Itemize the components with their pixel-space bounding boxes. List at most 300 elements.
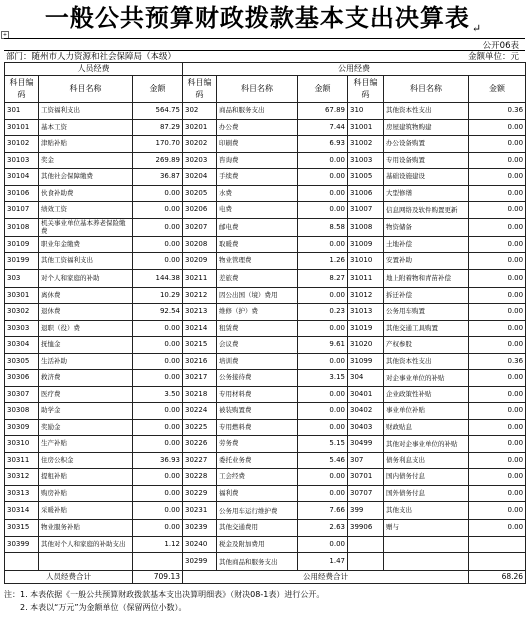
code-cell: 30227 <box>183 452 217 469</box>
amount-cell: 36.87 <box>133 169 183 186</box>
name-cell: 会议费 <box>217 337 298 354</box>
amount-cell: 0.00 <box>133 520 183 537</box>
code-cell: 30314 <box>5 502 39 520</box>
header-code: 科目编码 <box>5 76 39 103</box>
name-cell: 财政贴息 <box>384 419 469 436</box>
section-personnel: 人员经费 <box>5 63 183 76</box>
name-cell: 其他对企事业单位的补贴 <box>384 436 469 453</box>
name-cell: 助学金 <box>39 403 133 420</box>
name-cell: 邮电费 <box>217 218 298 236</box>
name-cell: 公务用车运行维护费 <box>217 502 298 520</box>
amount-cell: 0.00 <box>469 253 526 270</box>
notes <box>4 588 525 614</box>
code-cell: 30199 <box>5 253 39 270</box>
code-cell: 31011 <box>348 269 384 287</box>
amount-cell <box>469 536 526 553</box>
table-row <box>5 269 526 287</box>
amount-cell: 7.66 <box>298 502 348 520</box>
code-cell: 30211 <box>183 269 217 287</box>
amount-cell: 0.00 <box>133 419 183 436</box>
name-cell <box>384 553 469 571</box>
table-move-handle-icon[interactable]: + <box>2 32 8 38</box>
code-cell: 30109 <box>5 236 39 253</box>
amount-cell: 0.00 <box>469 202 526 219</box>
column-header-row <box>5 76 526 103</box>
amount-cell: 0.00 <box>133 485 183 502</box>
code-cell: 30101 <box>5 119 39 136</box>
code-cell: 30304 <box>5 337 39 354</box>
code-cell <box>348 553 384 571</box>
name-cell: 物资储备 <box>384 218 469 236</box>
amount-cell: 0.00 <box>133 370 183 387</box>
code-cell: 30205 <box>183 185 217 202</box>
code-cell: 304 <box>348 370 384 387</box>
code-cell: 30306 <box>5 370 39 387</box>
department <box>6 50 176 62</box>
code-cell: 30202 <box>183 136 217 153</box>
name-cell: 其他资本性支出 <box>384 353 469 370</box>
name-cell: 专用设备购置 <box>384 152 469 169</box>
amount-cell: 0.00 <box>133 469 183 486</box>
amount-cell: 0.00 <box>133 353 183 370</box>
amount-cell: 8.27 <box>298 269 348 287</box>
name-cell: 物业服务补贴 <box>39 520 133 537</box>
amount-cell: 0.00 <box>469 287 526 304</box>
code-cell: 30399 <box>5 536 39 553</box>
amount-cell: 144.38 <box>133 269 183 287</box>
amount-cell: 8.58 <box>298 218 348 236</box>
amount-cell: 0.00 <box>133 253 183 270</box>
name-cell: 事业单位补贴 <box>384 403 469 420</box>
amount-cell: 0.00 <box>133 337 183 354</box>
name-cell: 职业年金缴费 <box>39 236 133 253</box>
amount-cell: 0.00 <box>133 218 183 236</box>
code-cell: 30216 <box>183 353 217 370</box>
code-cell: 30308 <box>5 403 39 420</box>
table-row <box>5 136 526 153</box>
amount-cell: 0.00 <box>469 185 526 202</box>
name-cell: 安置补助 <box>384 253 469 270</box>
name-cell: 国外债务付息 <box>384 485 469 502</box>
code-cell: 399 <box>348 502 384 520</box>
amount-cell: 0.00 <box>469 236 526 253</box>
code-cell: 30209 <box>183 253 217 270</box>
name-cell: 大型修缮 <box>384 185 469 202</box>
amount-cell: 0.00 <box>298 320 348 337</box>
code-cell: 30311 <box>5 452 39 469</box>
amount-cell: 87.29 <box>133 119 183 136</box>
name-cell: 基本工资 <box>39 119 133 136</box>
code-cell: 39906 <box>348 520 384 537</box>
code-cell: 30213 <box>183 304 217 321</box>
code-cell: 307 <box>348 452 384 469</box>
table-row <box>5 452 526 469</box>
doc-number: 公开06表 <box>482 41 519 51</box>
section-public: 公用经费 <box>183 63 526 76</box>
code-cell: 30107 <box>5 202 39 219</box>
amount-cell: 36.93 <box>133 452 183 469</box>
code-cell: 30207 <box>183 218 217 236</box>
code-cell: 31010 <box>348 253 384 270</box>
name-cell: 公务接待费 <box>217 370 298 387</box>
table-row <box>5 553 526 571</box>
unit-label: 金额单位：元 <box>467 52 519 62</box>
name-cell: 被装购置费 <box>217 403 298 420</box>
name-cell: 咨询费 <box>217 152 298 169</box>
name-cell: 对个人和家庭的补助 <box>39 269 133 287</box>
name-cell: 生活补助 <box>39 353 133 370</box>
amount-cell: 0.00 <box>133 236 183 253</box>
name-cell: 土地补偿 <box>384 236 469 253</box>
name-cell: 其他对个人和家庭的补助支出 <box>39 536 133 553</box>
code-cell: 30203 <box>183 152 217 169</box>
code-cell: 31006 <box>348 185 384 202</box>
code-cell: 30212 <box>183 287 217 304</box>
code-cell: 30106 <box>5 185 39 202</box>
name-cell: 产权参股 <box>384 337 469 354</box>
code-cell: 31099 <box>348 353 384 370</box>
name-cell: 印刷费 <box>217 136 298 153</box>
page-title <box>0 0 527 36</box>
amount-cell: 0.00 <box>469 386 526 403</box>
name-cell: 其他交通工具购置 <box>384 320 469 337</box>
amount-cell: 67.89 <box>298 103 348 120</box>
code-cell: 30224 <box>183 403 217 420</box>
code-cell: 31020 <box>348 337 384 354</box>
amount-cell: 1.12 <box>133 536 183 553</box>
name-cell: 办公设备购置 <box>384 136 469 153</box>
header-amount: 金额 <box>133 76 183 103</box>
table-row <box>5 202 526 219</box>
amount-cell: 269.89 <box>133 152 183 169</box>
amount-cell: 0.23 <box>298 304 348 321</box>
table-row <box>5 485 526 502</box>
name-cell: 赠与 <box>384 520 469 537</box>
code-cell: 30302 <box>5 304 39 321</box>
code-cell: 301 <box>5 103 39 120</box>
name-cell: 津贴补贴 <box>39 136 133 153</box>
code-cell: 30108 <box>5 218 39 236</box>
amount-cell: 0.00 <box>469 269 526 287</box>
header-name: 科目名称 <box>39 76 133 103</box>
amount-cell: 0.00 <box>133 320 183 337</box>
total-personnel-value: 709.13 <box>133 571 183 584</box>
table-row <box>5 520 526 537</box>
code-cell: 30305 <box>5 353 39 370</box>
total-public-label: 公用经费合计 <box>183 571 469 584</box>
amount-cell: 0.00 <box>469 152 526 169</box>
name-cell: 奖金 <box>39 152 133 169</box>
name-cell: 地上附着物和青苗补偿 <box>384 269 469 287</box>
amount-cell: 0.00 <box>469 469 526 486</box>
code-cell: 30240 <box>183 536 217 553</box>
name-cell: 救济费 <box>39 370 133 387</box>
name-cell: 对企事业单位的补贴 <box>384 370 469 387</box>
code-cell: 31008 <box>348 218 384 236</box>
amount-cell: 0.00 <box>133 403 183 420</box>
code-cell: 30309 <box>5 419 39 436</box>
table-row <box>5 287 526 304</box>
name-cell: 退职（役）费 <box>39 320 133 337</box>
name-cell: 抚恤金 <box>39 337 133 354</box>
name-cell: 伙食补助费 <box>39 185 133 202</box>
name-cell: 住房公积金 <box>39 452 133 469</box>
code-cell: 30225 <box>183 419 217 436</box>
amount-cell: 0.00 <box>133 436 183 453</box>
name-cell: 培训费 <box>217 353 298 370</box>
amount-cell: 564.75 <box>133 103 183 120</box>
table-row <box>5 337 526 354</box>
amount-cell: 0.00 <box>133 502 183 520</box>
code-cell: 30701 <box>348 469 384 486</box>
name-cell: 绩效工资 <box>39 202 133 219</box>
name-cell: 税金及附加费用 <box>217 536 298 553</box>
name-cell: 委托业务费 <box>217 452 298 469</box>
code-cell: 30226 <box>183 436 217 453</box>
name-cell: 采暖补贴 <box>39 502 133 520</box>
amount-cell: 3.15 <box>298 370 348 387</box>
code-cell: 31019 <box>348 320 384 337</box>
amount-cell: 1.47 <box>298 553 348 571</box>
code-cell: 30307 <box>5 386 39 403</box>
amount-cell: 0.00 <box>298 485 348 502</box>
code-cell <box>348 536 384 553</box>
department-name: 随州市人力资源和社会保障局（本级） <box>31 52 177 62</box>
name-cell: 其他交通费用 <box>217 520 298 537</box>
amount-cell: 0.00 <box>469 304 526 321</box>
header-code: 科目编码 <box>183 76 217 103</box>
amount-cell <box>469 553 526 571</box>
amount-cell: 0.36 <box>469 353 526 370</box>
amount-cell: 0.00 <box>469 452 526 469</box>
code-cell: 31013 <box>348 304 384 321</box>
department-row <box>4 50 525 61</box>
code-cell: 31001 <box>348 119 384 136</box>
code-cell: 30707 <box>348 485 384 502</box>
name-cell: 机关事业单位基本养老保险缴费 <box>39 218 133 236</box>
amount-cell: 5.15 <box>298 436 348 453</box>
amount-cell: 0.00 <box>298 386 348 403</box>
name-cell: 维修（护）费 <box>217 304 298 321</box>
amount-cell: 0.00 <box>133 185 183 202</box>
name-cell: 物业管理费 <box>217 253 298 270</box>
header-name: 科目名称 <box>217 76 298 103</box>
table-row <box>5 218 526 236</box>
amount-cell: 9.61 <box>298 337 348 354</box>
name-cell: 其他资本性支出 <box>384 103 469 120</box>
code-cell: 30103 <box>5 152 39 169</box>
amount-cell: 0.00 <box>298 403 348 420</box>
amount-cell: 0.00 <box>298 469 348 486</box>
amount-cell: 0.36 <box>469 103 526 120</box>
name-cell: 专用燃料费 <box>217 419 298 436</box>
department-label: 部门： <box>6 52 32 62</box>
code-cell: 30401 <box>348 386 384 403</box>
name-cell: 国内债务付息 <box>384 469 469 486</box>
table-row <box>5 320 526 337</box>
name-cell: 公务用车购置 <box>384 304 469 321</box>
total-personnel-label: 人员经费合计 <box>5 571 133 584</box>
amount-cell: 0.00 <box>133 202 183 219</box>
code-cell <box>5 553 39 571</box>
name-cell: 取暖费 <box>217 236 298 253</box>
code-cell: 30231 <box>183 502 217 520</box>
name-cell: 商品和服务支出 <box>217 103 298 120</box>
name-cell: 退休费 <box>39 304 133 321</box>
code-cell: 302 <box>183 103 217 120</box>
code-cell: 30313 <box>5 485 39 502</box>
amount-cell: 0.00 <box>298 169 348 186</box>
code-cell: 30217 <box>183 370 217 387</box>
header-amount: 金额 <box>298 76 348 103</box>
name-cell: 电费 <box>217 202 298 219</box>
name-cell: 租赁费 <box>217 320 298 337</box>
name-cell: 企业政策性补贴 <box>384 386 469 403</box>
expenditure-table <box>4 62 526 584</box>
table-row <box>5 386 526 403</box>
name-cell: 手续费 <box>217 169 298 186</box>
code-cell: 30214 <box>183 320 217 337</box>
table-row <box>5 536 526 553</box>
table-row <box>5 119 526 136</box>
code-cell: 30208 <box>183 236 217 253</box>
name-cell: 生产补贴 <box>39 436 133 453</box>
name-cell: 信息网络及软件购置更新 <box>384 202 469 219</box>
code-cell: 30229 <box>183 485 217 502</box>
code-cell: 30402 <box>348 403 384 420</box>
name-cell <box>39 553 133 571</box>
amount-cell: 0.00 <box>298 152 348 169</box>
amount-cell: 7.44 <box>298 119 348 136</box>
amount-cell <box>133 553 183 571</box>
amount-cell: 10.29 <box>133 287 183 304</box>
code-cell: 30204 <box>183 169 217 186</box>
name-cell: 因公出国（境）费用 <box>217 287 298 304</box>
total-row <box>5 571 526 584</box>
header-code: 科目编码 <box>348 76 384 103</box>
name-cell: 差旅费 <box>217 269 298 287</box>
table-row <box>5 403 526 420</box>
table-row <box>5 419 526 436</box>
name-cell: 奖励金 <box>39 419 133 436</box>
name-cell: 医疗费 <box>39 386 133 403</box>
amount-cell: 0.00 <box>469 419 526 436</box>
note-1: 注：1. 本表依据《一般公共预算财政拨款基本支出决算明细表》（财决08-1表）进行公开。 <box>4 590 325 599</box>
table-row <box>5 236 526 253</box>
code-cell: 30312 <box>5 469 39 486</box>
amount-cell: 0.00 <box>298 287 348 304</box>
amount-cell: 0.00 <box>469 502 526 520</box>
amount-cell: 0.00 <box>298 202 348 219</box>
table-row <box>5 103 526 120</box>
header-name: 科目名称 <box>384 76 469 103</box>
code-cell: 303 <box>5 269 39 287</box>
amount-cell: 0.00 <box>298 536 348 553</box>
code-cell: 30215 <box>183 337 217 354</box>
amount-cell: 1.26 <box>298 253 348 270</box>
code-cell: 30218 <box>183 386 217 403</box>
code-cell: 31005 <box>348 169 384 186</box>
code-cell: 31003 <box>348 152 384 169</box>
name-cell: 工资福利支出 <box>39 103 133 120</box>
code-cell: 30206 <box>183 202 217 219</box>
name-cell: 其他商品和服务支出 <box>217 553 298 571</box>
name-cell: 专用材料费 <box>217 386 298 403</box>
amount-cell: 0.00 <box>298 419 348 436</box>
table-row <box>5 253 526 270</box>
code-cell: 30228 <box>183 469 217 486</box>
code-cell: 30499 <box>348 436 384 453</box>
name-cell: 其他社会保障缴费 <box>39 169 133 186</box>
name-cell: 水费 <box>217 185 298 202</box>
name-cell: 购房补贴 <box>39 485 133 502</box>
code-cell: 31002 <box>348 136 384 153</box>
amount-cell: 0.00 <box>298 236 348 253</box>
amount-cell: 0.00 <box>469 403 526 420</box>
paragraph-mark-icon: ↵ <box>471 21 483 35</box>
amount-cell: 0.00 <box>469 436 526 453</box>
amount-cell: 5.46 <box>298 452 348 469</box>
name-cell: 其他工资福利支出 <box>39 253 133 270</box>
code-cell: 30104 <box>5 169 39 186</box>
amount-cell: 0.00 <box>469 485 526 502</box>
table-row <box>5 370 526 387</box>
code-cell: 30239 <box>183 520 217 537</box>
amount-cell: 0.00 <box>298 353 348 370</box>
amount-cell: 2.63 <box>298 520 348 537</box>
name-cell: 办公费 <box>217 119 298 136</box>
code-cell: 30303 <box>5 320 39 337</box>
table-row <box>5 152 526 169</box>
code-cell: 310 <box>348 103 384 120</box>
table-row <box>5 436 526 453</box>
amount-cell: 0.00 <box>469 136 526 153</box>
name-cell <box>384 536 469 553</box>
amount-cell: 0.00 <box>469 320 526 337</box>
code-cell: 31009 <box>348 236 384 253</box>
table-row <box>5 502 526 520</box>
amount-cell: 0.00 <box>469 218 526 236</box>
code-cell: 30315 <box>5 520 39 537</box>
name-cell: 福利费 <box>217 485 298 502</box>
table-row <box>5 469 526 486</box>
name-cell: 劳务费 <box>217 436 298 453</box>
name-cell: 其他支出 <box>384 502 469 520</box>
code-cell: 30102 <box>5 136 39 153</box>
total-public-value: 68.26 <box>469 571 526 584</box>
code-cell: 31007 <box>348 202 384 219</box>
amount-cell: 0.00 <box>469 169 526 186</box>
code-cell: 30310 <box>5 436 39 453</box>
code-cell: 30301 <box>5 287 39 304</box>
amount-cell: 6.93 <box>298 136 348 153</box>
code-cell: 31012 <box>348 287 384 304</box>
amount-cell: 0.00 <box>469 119 526 136</box>
amount-cell: 170.70 <box>133 136 183 153</box>
name-cell: 拆迁补偿 <box>384 287 469 304</box>
table-row <box>5 185 526 202</box>
amount-cell: 3.50 <box>133 386 183 403</box>
code-cell: 30201 <box>183 119 217 136</box>
name-cell: 房屋建筑物购建 <box>384 119 469 136</box>
amount-cell: 92.54 <box>133 304 183 321</box>
note-2: 2. 本表以“万元”为金额单位（保留两位小数）。 <box>20 603 187 612</box>
table-row <box>5 353 526 370</box>
amount-cell: 0.00 <box>469 370 526 387</box>
code-cell: 30403 <box>348 419 384 436</box>
table-row <box>5 304 526 321</box>
amount-cell: 0.00 <box>298 185 348 202</box>
